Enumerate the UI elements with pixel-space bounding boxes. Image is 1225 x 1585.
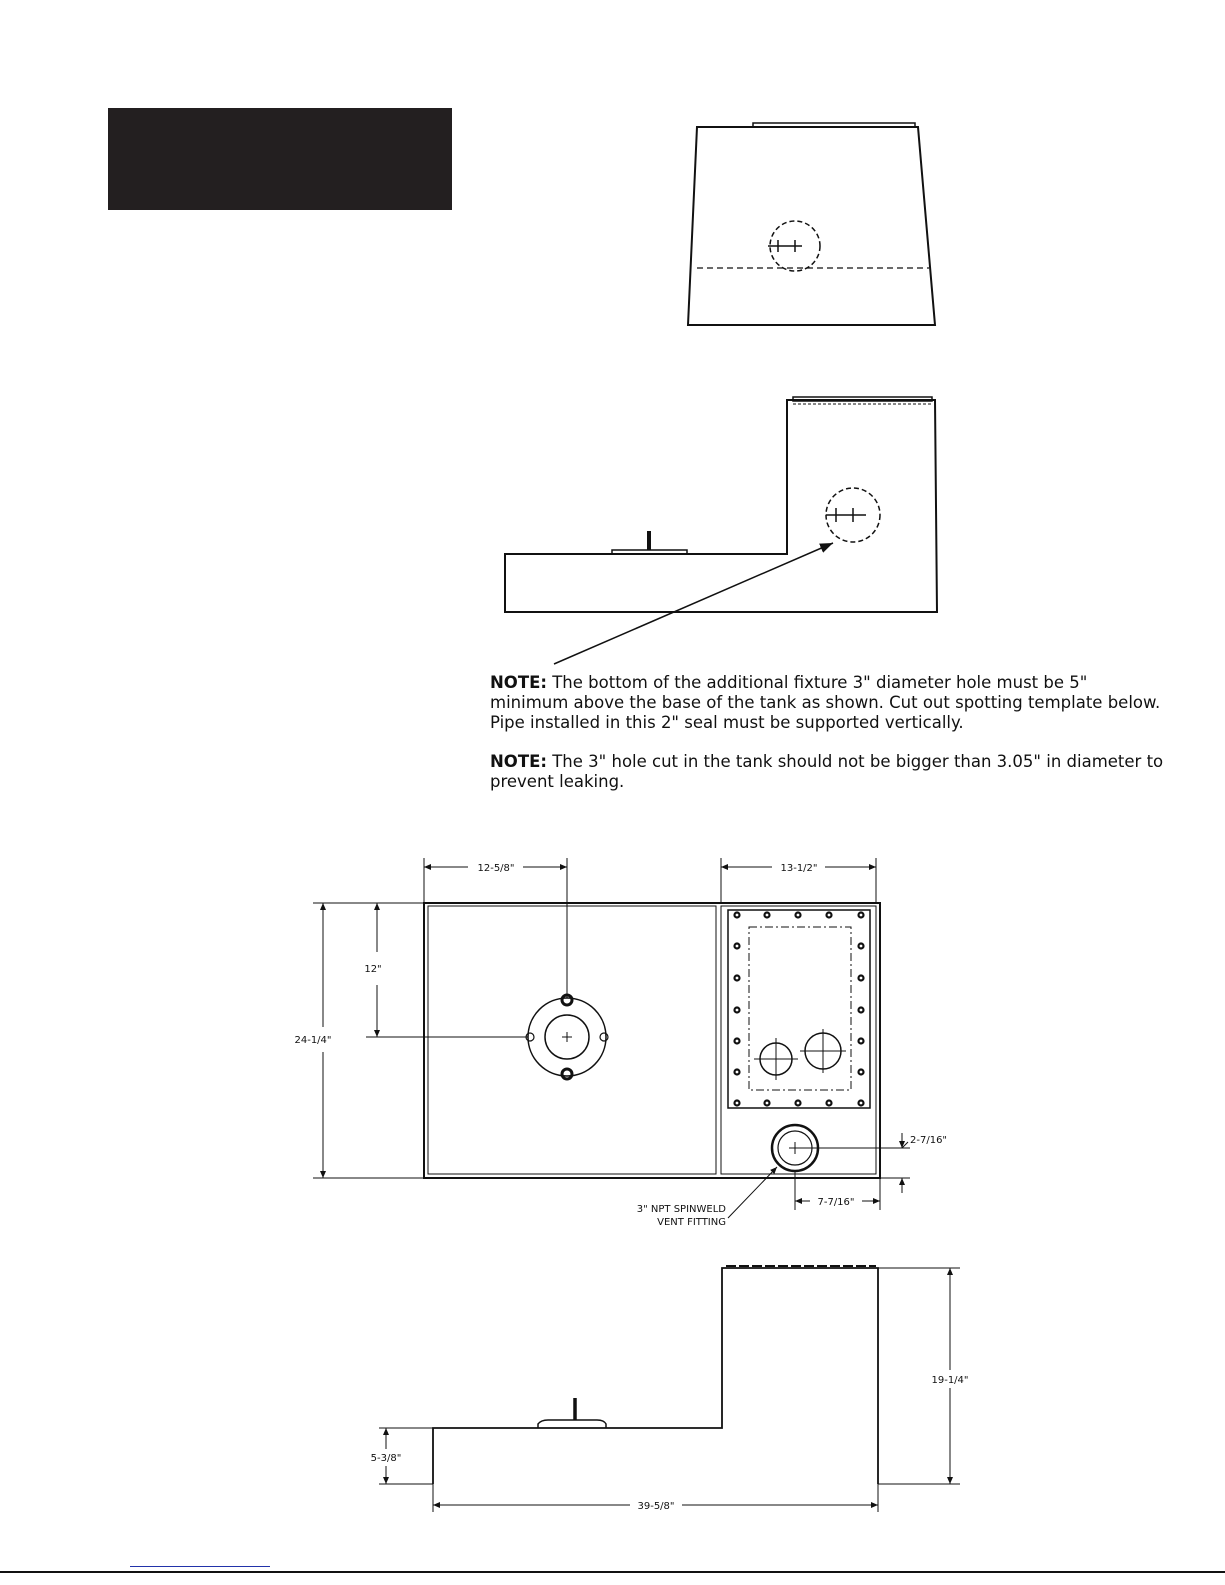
note-arrow	[554, 543, 833, 664]
top-view-labels	[294, 863, 947, 1228]
side-elevation	[379, 1266, 960, 1512]
dim-overall-height: 19-1/4"	[931, 1375, 969, 1386]
dim-overall-depth: 24-1/4"	[294, 1035, 332, 1046]
note-1-label: NOTE:	[490, 673, 547, 692]
vent-callout-line2: VENT FITTING	[657, 1217, 726, 1228]
side-view-hole	[505, 397, 937, 664]
vent-callout-line1: 3" NPT SPINWELD	[636, 1204, 726, 1215]
note-2	[490, 752, 1170, 792]
notes-block	[490, 673, 1170, 811]
dim-top-width-right: 13-1/2"	[780, 863, 818, 874]
top-view	[313, 858, 910, 1218]
note-2-text: The 3" hole cut in the tank should not be bigger than 3.05" in diameter to prevent leaking.	[490, 752, 1164, 791]
end-view	[688, 123, 935, 325]
dim-vent-offset-bottom: 2-7/16"	[910, 1135, 948, 1146]
dim-top-height-center: 12"	[364, 964, 382, 975]
bolt-pattern	[735, 913, 864, 1106]
footer-link-underline	[130, 1566, 270, 1567]
note-1	[490, 673, 1170, 733]
footer-rule	[0, 1571, 1225, 1573]
note-1-text: The bottom of the additional fixture 3" diameter hole must be 5" minimum above the base of the tank as shown. Cut out spotting template below. Pipe installed in this 2" seal must be supported vertically.	[490, 673, 1161, 732]
note-2-label: NOTE:	[490, 752, 547, 771]
vent-leader	[728, 1167, 777, 1218]
dim-low-section-height: 5-3/8"	[370, 1453, 402, 1464]
dim-vent-offset-right: 7-7/16"	[817, 1197, 855, 1208]
dim-top-width-left: 12-5/8"	[477, 863, 515, 874]
dim-overall-length: 39-5/8"	[637, 1501, 675, 1512]
